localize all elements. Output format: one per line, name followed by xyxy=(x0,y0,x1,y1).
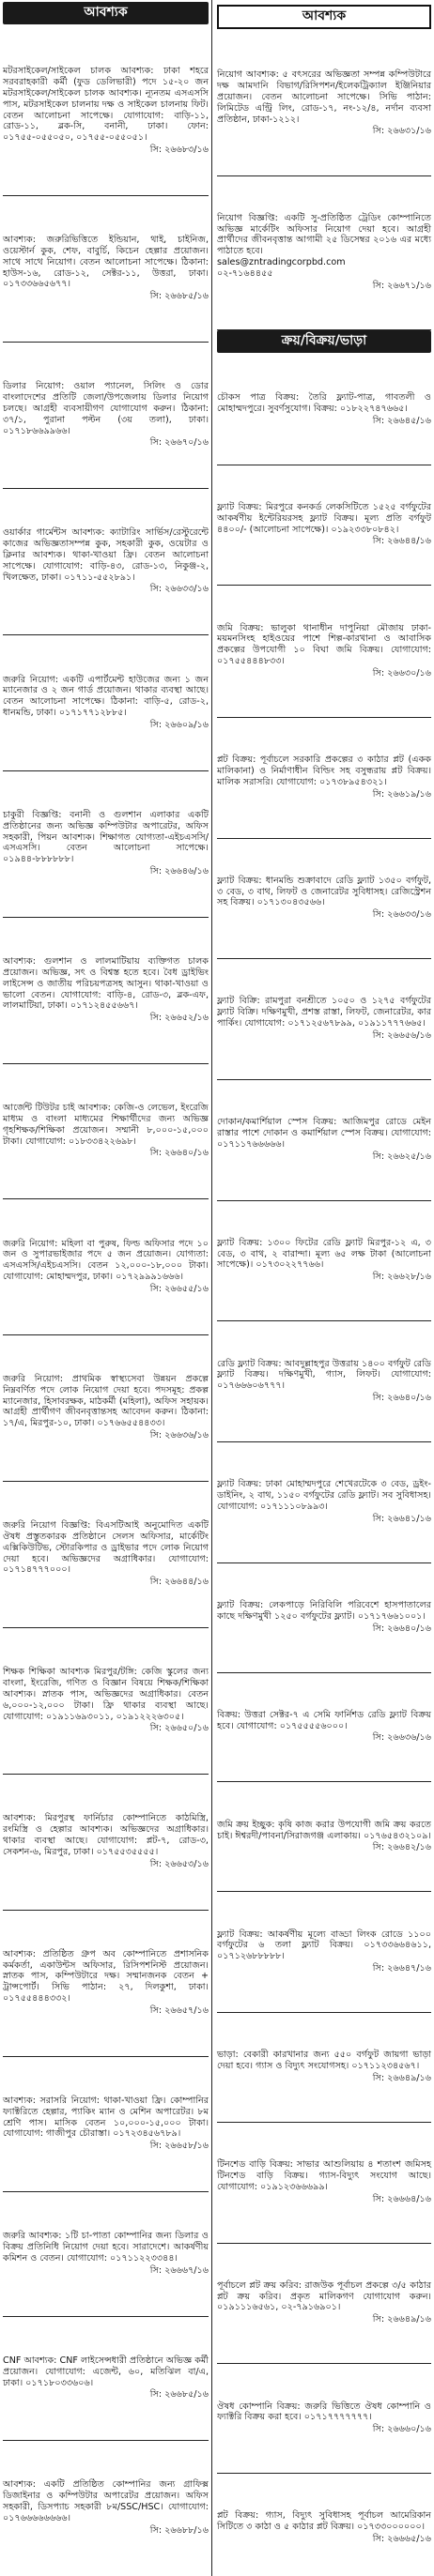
classified-ad xyxy=(217,1563,431,1673)
classified-ad xyxy=(3,1628,209,1775)
classified-ad xyxy=(3,343,209,489)
ad-text: ফ্ল্যাট বিক্রি: রামপুরা বনশ্রীতে ১০৫০ ও ১২৭৫ বর্গফুটের ফ্ল্যাট বিক্রি। দক্ষিণমুখী, প্রশস্ত রাস্তা, লিফট, জেনারেটর, কার পার্কিং। যোগাযোগ: ০১৭১২৫৬৭৮৯৯, ০১৯১১৭৭৭৬৬৫। xyxy=(217,996,431,1029)
ad-text: রেডি ফ্ল্যাট বিক্রয়: আবদুল্লাহপুর উত্তরায় ১৪০০ বর্গফুট রেডি ফ্ল্যাট বিক্রয়। দক্ষিণমুখী, গ্যাস, লিফট। যোগাযোগ: ০১৭৬৬৬০৬৭৭৭। xyxy=(217,1358,431,1392)
ad-reference: সি: ২৬৬০৯/১৬ xyxy=(149,719,209,730)
ad-reference: সি: ২৬৬৪৬/১৬ xyxy=(149,865,209,876)
classified-ad xyxy=(217,1321,431,1442)
ad-reference: সি: ২৬৬৪০/১৬ xyxy=(372,1623,431,1634)
ad-text: ওয়ার্কার গার্মেন্টস আবশ্যক: ক্যাটারিং সার্ভিস/রেস্টুরেন্টে কাজের অভিজ্ঞতাসম্পন্ন কুক, সহকারী কুক, ওয়েটার ও ক্লিনার আবশ্যক। থাকা-খাওয়া ফ্রি। বেতন আলোচনা সাপেক্ষে। যোগাযোগ: বাড়ি-৪৩, রোড-১৩, নিকুঞ্জ-২, খিলক্ষেত, ঢাকা। ০১৭১১-৫৫২৮৯১। xyxy=(3,527,209,583)
left-ads-list xyxy=(3,27,209,2576)
ad-reference: সি: ২৬৬৭০/১৬ xyxy=(149,437,209,449)
ad-phone: ০২-৭১৬৪৪৫৫ xyxy=(217,267,273,279)
ad-reference: সি: ২৬৬৫৭/১৬ xyxy=(149,2004,209,2016)
ad-reference: সি: ২৬৬৫৮/১৬ xyxy=(149,2141,209,2152)
ad-reference: সি: ২৬৬৮৫/১৬ xyxy=(149,2389,209,2401)
ad-reference: সি: ২৬৬৪৯/১৬ xyxy=(372,2314,431,2325)
classified-ad xyxy=(217,356,431,465)
classified-ad xyxy=(3,1199,209,1334)
ad-reference: সি: ২৬৬২৮/১৬ xyxy=(372,1272,431,1283)
classified-ad xyxy=(3,27,209,196)
ad-reference: সি: ২৬৬৮৩/১৬ xyxy=(149,144,209,155)
ad-reference: সি: ২৬৬৫৩/১৬ xyxy=(149,1858,209,1869)
ad-reference: সি: ২৬৬৪২/১৬ xyxy=(372,1842,431,1853)
classified-ad xyxy=(217,1442,431,1563)
classified-ad xyxy=(217,1673,431,1783)
ad-text: নিয়োগ আবশ্যক: ৫ বৎসরের অভিজ্ঞতা সম্পন্ন কম্পিউটারে দক্ষ আমদানি বিভাগ/রিসিপশন/ইলেকট্রিক্যাল ইঞ্জিনিয়ার প্রয়োজন। বেতন আলোচনা সাপেক্ষে। সিভি পাঠান: লিমিটেড এন্ট্রি লিং, রোড-১৭, নং-১২/৪, নর্দান ব্যবসা প্রতিষ্ঠান, ঢাকা-১২১২। xyxy=(217,69,431,125)
ad-text: আবশ্যক: সরাসরি নিয়োগ: থাকা-খাওয়া ফ্রি। কোম্পানির ফ্যাক্টরিতে হেল্পার, প্যাকিং ম্যান ও মেশিন অপারেটর। ৮ম শ্রেণি পাস। মাসিক বেতন ১০,০০০-১৫,০০০ টাকা। যোগাযোগ: গাজীপুর চৌরাস্তা। ০১৭২৩৪৫৬৭৮৯। xyxy=(3,2096,209,2140)
ad-reference: সি: ২৬৬৬৪/১৬ xyxy=(372,2193,431,2204)
sale-ads-list xyxy=(217,356,431,2576)
classified-ad xyxy=(217,2123,431,2244)
right-column xyxy=(212,0,434,2576)
section-header-buy-sell-rent: ক্রয়/বিক্রয়/ভাড়া xyxy=(217,330,431,353)
ad-text: ফ্ল্যাট বিক্রয়: আকর্ষণীয় মূল্যে বাড্ডা লিংক রোডে ১১০০ বর্গফুটের ৬ তলা ফ্ল্যাট বিক্রয়। ০১৭৩৩৬৬৪৬১১, ০১৭১২৬৮৮৮৮৮। xyxy=(217,1928,431,1962)
ad-reference: সি: ২৬৬৪৫/১৬ xyxy=(372,415,431,426)
ad-reference: সি: ২৬৬৩৬/১৬ xyxy=(149,1430,209,1440)
ad-reference: সি: ২৬৬৩৩/১৬ xyxy=(149,584,209,595)
ad-text: শিক্ষক শিক্ষিকা আবশ্যক মিরপুর/টঙ্গি: কেজি স্কুলের জন্য বাংলা, ইংরেজি, গণিত ও বিজ্ঞান বিষয়ে শিক্ষক/শিক্ষিকা আবশ্যক। স্নাতক পাস, অভিজ্ঞদের অগ্রাধিকার। বেতন ৬,০০০-১২,০০০ টাকা। ফ্রি থাকার ব্যবস্থা আছে। যোগাযোগ: ০১৯১১৬৯৩০১১, ০১৯১২২২৬৩০৫। xyxy=(3,1667,209,1722)
classified-ad xyxy=(217,33,431,175)
ad-text: ঔষধ কোম্পানি বিক্রয়: জরুরি ভিত্তিতে ঔষধ কোম্পানি ও ফ্যাক্টরি বিক্রয় করা হবে। ০১৭১৭৭৭৭৭৭৭। xyxy=(217,2401,431,2423)
classified-ad xyxy=(217,1080,431,1201)
ad-text: পূর্বাচলে প্লট ক্রয় করিব: রাজউক পূর্বাচল প্রকল্পে ৩/৫ কাঠার প্লট ক্রয় করিব। প্রকৃত মালিকগণ যোগাযোগ করুন। ০১৯১১১৬৫৬১, ০২-৭৯১৬৯০১। xyxy=(217,2279,431,2313)
classified-ad xyxy=(217,586,431,717)
ad-reference: সি: ২৬৬৪৪/১৬ xyxy=(372,536,431,547)
ad-reference: সি: ২৬৬৪৪/১৬ xyxy=(149,1577,209,1588)
ad-reference: সি: ২৬৬৩৬/১৬ xyxy=(372,1732,431,1744)
ad-reference: সি: ২৬৬৩১/১৬ xyxy=(372,126,431,137)
classified-ad xyxy=(217,1892,431,2013)
classified-ad xyxy=(3,2192,209,2317)
ad-text: টিনশেড বাড়ি বিক্রয়: সাভার আশুলিয়ায় ৪ শতাংশ জমিসহ টিনশেড বাড়ি বিক্রয়। গ্যাস-বিদ্যুৎ সংযোগ আছে। যোগাযোগ: ০১৯১২৩৬৬৬৯৯। xyxy=(217,2159,431,2192)
ad-text: জরুরি নিয়োগ: একটি এপার্টমেন্ট হাউজের জন্য ১ জন ম্যানেজার ও ২ জন গার্ড প্রয়োজন। থাকার ব্যবস্থা আছে। বেতন আলোচনা সাপেক্ষে। ঠিকানা: বাড়ি-৫, রোড-২, ধানমন্ডি, ঢাকা। ০১৭১৭৭১২৮৮৫। xyxy=(3,674,209,719)
ad-text: চাকুরী বিজ্ঞপ্তি: বনানী ও গুলশান এলাকার একটি প্রতিষ্ঠানের জন্য অভিজ্ঞ কম্পিউটার অপারেটর, অফিস সহকারী, পিয়ন আবশ্যক। শিক্ষাগত যোগ্যতা-এইচএসসি/এসএসসি। বেতন আলোচনা সাপেক্ষে। ০১৯৪৪-৮৮৮৮৮৮। xyxy=(3,809,209,865)
ad-reference: সি: ২৬৬৪০/১৬ xyxy=(149,1148,209,1159)
ad-text: আবশ্যক: গুলশান ও লালমাটিয়ায় ব্যক্তিগত চালক প্রয়োজন। অভিজ্ঞ, সৎ ও বিশ্বস্ত হতে হবে। বৈধ ড্রাইভিং লাইসেন্স ও জাতীয় পরিচয়পত্রসহ আসুন। থাকা-খাওয়া ও ভালো বেতন। যোগাযোগ: বাড়ি-৪, রোড-৩, ব্লক-এফ, লালমাটিয়া, ঢাকা। ০১৭১২৪৫৫৬৬৭। xyxy=(3,956,209,1012)
ad-text: ডিলার নিয়োগ: ওয়াল প্যানেল, সিলিং ও ডোর বাংলাদেশের প্রতিটি জেলা/উপজেলায় ডিলার নিয়োগ চলছে। আগ্রহী ব্যবসায়ীগণ যোগাযোগ করুন। ঠিকানা: ৩৭/১, পুরানা পল্টন (৩য় তলা), ঢাকা। ০১৭১৮৬৬৯৯৬৬। xyxy=(3,381,209,436)
classified-ad xyxy=(3,2057,209,2192)
ad-text: জমি বিক্রয়: ভালুকা থানাধীন দাপুনিয়া মৌজায় ঢাকা-ময়মনসিংহ হাইওয়ের পাশে শিল্প-কারখানা ও আবাসিক প্রকল্পের উপযোগী ১০ বিঘা জমি বিক্রয়। যোগাযোগ: ০১৭৫৫৪৪৪৮৩৩। xyxy=(217,622,431,667)
classified-ad xyxy=(3,1775,209,1910)
classified-ad xyxy=(3,1482,209,1628)
ad-reference: সি: ২৬৬৪১/১৬ xyxy=(372,1513,431,1524)
section-header-wanted-right: আবশ্যক xyxy=(217,5,431,29)
classified-ad xyxy=(217,1782,431,1892)
classified-ad xyxy=(3,1911,209,2057)
ad-reference: সি: ২৬৬১৯/১৬ xyxy=(372,788,431,800)
ad-text: জরুরি নিয়োগ: মহিলা বা পুরুষ, ফিল্ড অফিসার পদে ১০ জন ও সুপারভাইজার পদে ৫ জন প্রয়োজন। যোগ্যতা: এসএসসি/এইচএসসি। বেতন ১২,০০০-১৮,০০০ টাকা। যোগাযোগ: মোহাম্মদপুর, ঢাকা। ০১৭২৯৯৯১৬৬৬। xyxy=(3,1238,209,1283)
ad-reference: সি: ২৬৬৬০/১৬ xyxy=(372,2424,431,2435)
ad-text: ফ্ল্যাট বিক্রয়: মিরপুরে কনকর্ড লেকসিটিতে ১৫২৫ বর্গফুটের আকর্ষণীয় ইন্টেরিয়রসহ ফ্ল্যাট বিক্রয়। মূল্য প্রতি বর্গফুট ৪৪০০/- (আলোচনা সাপেক্ষে)। ০১৯২৩৩৮০৮৪২। xyxy=(217,501,431,535)
ad-text: আবশ্যক: জরুরিভিত্তিতে ইন্ডিয়ান, থাই, চাইনিজ, ওয়েস্টার্ন কুক, শেফ, বাবুর্চি, কিচেন হেল্পার প্রয়োজন। সাথে সাথে নিয়োগ। বেতন আলোচনা সাপেক্ষে। ঠিকানা: হাউস-১৬, রোড-১২, সেক্টর-১১, উত্তরা, ঢাকা। ০১৭৩৩৬৬৫৬৭৭। xyxy=(3,235,209,290)
ad-reference: সি: ২৬৬৪৯/১৬ xyxy=(372,2072,431,2083)
right-ads-list xyxy=(217,33,431,329)
classified-ad xyxy=(217,959,431,1080)
classified-ad xyxy=(217,2013,431,2123)
ad-text: বিক্রয়: উত্তরা সেক্টর-৭ এ সেমি ফার্নিশড রেডি ফ্ল্যাট বিক্রয় হবে। যোগাযোগ: ০১৭৫৫৫৫৬০০০। xyxy=(217,1709,431,1731)
ad-text: ফ্ল্যাট বিক্রয়: ১৩০০ ফিটের রেডি ফ্ল্যাট মিরপুর-১২ এ, ৩ বেড, ৩ বাথ, ২ বারান্দা। মূল্য ৬৫ লক্ষ টাকা (আলোচনা সাপেক্ষে)। ০১৭৩০২২৭৭৬৬। xyxy=(217,1237,431,1271)
classified-ad xyxy=(3,489,209,635)
ad-text: দোকান/কমার্শিয়াল স্পেস বিক্রয়: আজিমপুর রোডে মেইন রাস্তার পাশে দোকান ও কমার্শিয়াল স্পেস বিক্রয়। যোগাযোগ: ০১৭১১৭৬৬৬৬৬। xyxy=(217,1117,431,1150)
ad-reference: সি: ২৬৬৩৩/১৬ xyxy=(372,909,431,921)
ad-reference: সি: ২৬৬৫০/১৬ xyxy=(149,1723,209,1734)
ad-reference: সি: ২৬৬২৫/১৬ xyxy=(372,1151,431,1162)
ad-text: আবশ্যক: মিরপুরস্থ ফার্নিচার কোম্পানিতে কাঠমিস্ত্রি, রংমিস্ত্রি ও হেল্পার আবশ্যক। অভিজ্ঞদের অগ্রাধিকার। থাকার ব্যবস্থা আছে। যোগাযোগ: প্লট-৭, রোড-৩, সেকশন-৬, মিরপুর, ঢাকা। ০১৭৫৫৩৫৫৫৫। xyxy=(3,1813,209,1857)
ad-text: CNF আবশ্যক: CNF লাইসেন্সধারী প্রতিষ্ঠানে অভিজ্ঞ কর্মী প্রয়োজন। যোগাযোগ: এজেন্ট, ৬০, মতিঝিল বা/এ, ঢাকা। ০১৭১৮০৩৩৬০৬। xyxy=(3,2355,209,2388)
section-header-wanted: আবশ্যক xyxy=(3,2,209,24)
classified-ad xyxy=(217,1201,431,1322)
ad-reference: সি: ২৬৬৫২/১৬ xyxy=(149,1013,209,1024)
classified-ad xyxy=(217,2244,431,2365)
left-column xyxy=(0,0,212,2576)
ad-reference: সি: ২৬৬৮৫/১৬ xyxy=(149,291,209,302)
classified-ad xyxy=(3,918,209,1064)
ad-text: আর্জেন্ট টিউটর চাই আবশ্যক: কেজি-ও লেভেল, ইংরেজি মাধ্যম ও বাংলা মাধ্যমের শিক্ষার্থীদের জন্য অভিজ্ঞ গৃহশিক্ষক/শিক্ষিকা প্রয়োজন। সম্মানী ৮,০০০-১৫,০০০ টাকা। যোগাযোগ: ০১৮৩৩৪২২৬৯৮। xyxy=(3,1103,209,1147)
classified-ad xyxy=(217,839,431,960)
ad-text: চৌকস পাত্র বিক্রয়: তৈরি ফ্ল্যাট-পাত্র, গাবতলী ও মোহাম্মদপুরে। সুবর্ণসুযোগ। বিক্রয়: ০১৮২২৭৪৭৬৬৫। xyxy=(217,392,431,414)
ad-text: জরুরি নিয়োগ বিজ্ঞপ্তি: বিএসটিআই অনুমোদিত একটি ঔষধ প্রস্তুতকারক প্রতিষ্ঠানে সেলস অফিসার, মার্কেটিং এক্সিকিউটিভ, স্টোরকিপার ও ড্রাইভার পদে লোক নিয়োগ দেয়া হবে। অভিজ্ঞদের অগ্রাধিকার। যোগাযোগ: ০১৭১৪৭৭৭০০০। xyxy=(3,1520,209,1576)
classified-ad xyxy=(3,1335,209,1482)
ad-reference: সি: ২৬৬৮৮/১৬ xyxy=(149,2524,209,2536)
classified-ad xyxy=(3,2317,209,2442)
ad-text: জরুরি আবশ্যক: ১টি চা-পাতা কোম্পানির জন্য ডিলার ও বিক্রয় প্রতিনিধি নিয়োগ দেয়া হবে। সারাদেশে। আকর্ষণীয় কমিশন ও বেতন। যোগাযোগ: ০১৭১১২২৩৩৪৪। xyxy=(3,2231,209,2264)
classified-ad xyxy=(3,2441,209,2576)
ad-reference: সি: ২৬৬৬৫/১৬ xyxy=(372,2534,431,2545)
classified-ad xyxy=(217,176,431,330)
classified-ad xyxy=(217,465,431,587)
classified-ad xyxy=(3,635,209,770)
ad-text: জরুরি নিয়োগ: প্রাথমিক স্বাস্থ্যসেবা উন্নয়ন প্রকল্পে নিম্নবর্ণিত পদে লোক নিয়োগ দেয়া হবে। পদসমূহ: প্রকল্প ম্যানেজার, হিসাবরক্ষক, মাঠকর্মী (মহিলা), অফিস সহায়ক। আগ্রহী প্রার্থীগণ জীবনবৃত্তান্তসহ আবেদন করুন। ঠিকানা: ১৭/এ, মিরপুর-১০, ঢাকা। ০১৭৬৬৫৫৪৪৩৩। xyxy=(3,1374,209,1429)
ad-text: ভাড়া: বেকারী কারখানার জন্য ৫৫০ বর্গফুট জায়গা ভাড়া দেয়া হবে। গ্যাস ও বিদ্যুৎ সংযোগসহ। ০১৭১১২৩৪৫৬৭। xyxy=(217,2050,431,2072)
ad-reference: সি: ২৬৬৫৫/১৬ xyxy=(149,1283,209,1294)
ad-text: প্লট বিক্রয়: পূর্বাচলে সরকারি প্রকল্পের ৩ কাঠার প্লট (একক মালিকানা) ও নির্মাণাধীন বিল্ডিং সহ বসুন্ধরায় প্লট বিক্রয়। মালিক সরাসরি। যোগাযোগ: ০১৭৩৮৯৫৪৩২১। xyxy=(217,755,431,787)
ad-text: আবশ্যক: একটি প্রতিষ্ঠিত কোম্পানির জন্য গ্রাফিক্স ডিজাইনার ও কম্পিউটার অপারেটর প্রয়োজন। অফিস সহকারী, ডিসপ্যাচ সহকারী ৮ম/SSC/HSC। যোগাযোগ: ০১৭৬৬৬৬৬৬৬৬। xyxy=(3,2479,209,2523)
ad-text: জমি ক্রয় ইচ্ছুক: কৃষি কাজ করার উপযোগী জমি ক্রয় করতে চাই। ঈশ্বরদী/পাবনা/সিরাজগঞ্জ এলাকায়। ০১৭৬৫৪৩২১০৯। xyxy=(217,1819,431,1841)
ad-reference: সি: ২৬৬৪৭/১৬ xyxy=(372,1962,431,1974)
ad-email[interactable]: sales@zntradingcorpbd.com xyxy=(217,256,346,267)
ad-text: আবশ্যক: প্রতিষ্ঠিত গ্রুপ অব কোম্পানিতে প্রশাসনিক কর্মকর্তা, একাউন্টস অফিসার, রিসিপশনিস্ট প্রয়োজন। স্নাতক পাস, কম্পিউটারে দক্ষ। সম্মানজনক বেতন + ট্রান্সপোর্ট। সিভি পাঠান: ২৭, দিলকুশা, ঢাকা। ০১৭৫৫৪৪৪৩৩২। xyxy=(3,1948,209,2004)
ad-text: নিয়োগ বিজ্ঞপ্তি: একটি সু-প্রতিষ্ঠিত ট্রেডিং কোম্পানিতে অভিজ্ঞ মার্কেটিং অফিসার নিয়োগ দেয়া হবে। আগ্রহী প্রার্থীদের জীবনবৃত্তান্ত আগামী ২৫ ডিসেম্বর ২০১৬ এর মধ্যে পাঠাতে হবে। xyxy=(217,212,431,257)
ad-reference: সি: ২৬৬৭১/১৬ xyxy=(372,280,431,291)
classified-ad xyxy=(3,771,209,918)
ad-text: ফ্ল্যাট বিক্রয়: ঢাকা মোহাম্মদপুরে শেখেরটেকে ৩ বেড, ড্রইং-ডাইনিং, ২ বাথ, ১১৫০ বর্গফুটের রেডি ফ্ল্যাট। সব সুবিধাসহ। যোগাযোগ: ০১৭১১১০৮৯৯৩। xyxy=(217,1479,431,1512)
classified-ad xyxy=(217,2364,431,2474)
ad-reference: সি: ২৬৬৩০/১৬ xyxy=(372,667,431,678)
classified-ad xyxy=(3,196,209,343)
ad-reference: সি: ২৬৬৪০/১৬ xyxy=(372,1392,431,1403)
ad-text: ফ্ল্যাট বিক্রয়: লেকপাড়ে নিরিবিলি পরিবেশে হাসপাতালের কাছে দক্ষিণমুখী ১২৫০ বর্গফুটের ফ্ল্যাট। ০১৭১৭৬৬১০০১। xyxy=(217,1599,431,1622)
classified-ad xyxy=(217,2474,431,2576)
ad-text: ফ্ল্যাট বিক্রয়: ধানমন্ডি শুক্রাবাদে রেডি ফ্ল্যাট ১৩৫০ বর্গফুট, ৩ বেড, ৩ বাথ, লিফট ও জেনারেটর সুবিধাসহ। রেজিস্ট্রেশন সহ বিক্রয়। ০১৭১৩০৪৩৫৬৬। xyxy=(217,875,431,908)
classified-ad xyxy=(217,718,431,839)
classified-ad xyxy=(3,1064,209,1199)
ad-reference: সি: ২৬৬৫৬/১৬ xyxy=(372,1029,431,1041)
ad-text: প্লট বিক্রয়: গ্যাস, বিদ্যুৎ সুবিধাসহ পূর্বাচল আমেরিকান সিটিতে ৩ কাঠা ও ৫ কাঠার প্লট বিক্রয়। ০১৭৩৩০০০০০০। xyxy=(217,2510,431,2533)
ad-reference: সি: ২৬৬৬৭/১৬ xyxy=(149,2264,209,2276)
ad-text: মটরসাইকেল/সাইকেল চালক আবশ্যক: ঢাকা শহরে সরবরাহকারী কর্মী (ফুড ডেলিভারী) পদে ১৫-২০ জন মটরসাইকেল/সাইকেল চালক আবশ্যক। ন্যূনতম এসএসসি পাস, মটরসাইকেল চালনায় দক্ষ ও সাইকেল চালনায় ফিট। বেতন আলোচনা সাপেক্ষে। যোগাযোগ: বাড়ি-১১, রোড-১১, ব্লক-সি, বনানী, ঢাকা। ফোন: ০১৭৫৫-০৫৫০৫০, ০১৭৫৫-০৫৫০৫১। xyxy=(3,66,209,144)
